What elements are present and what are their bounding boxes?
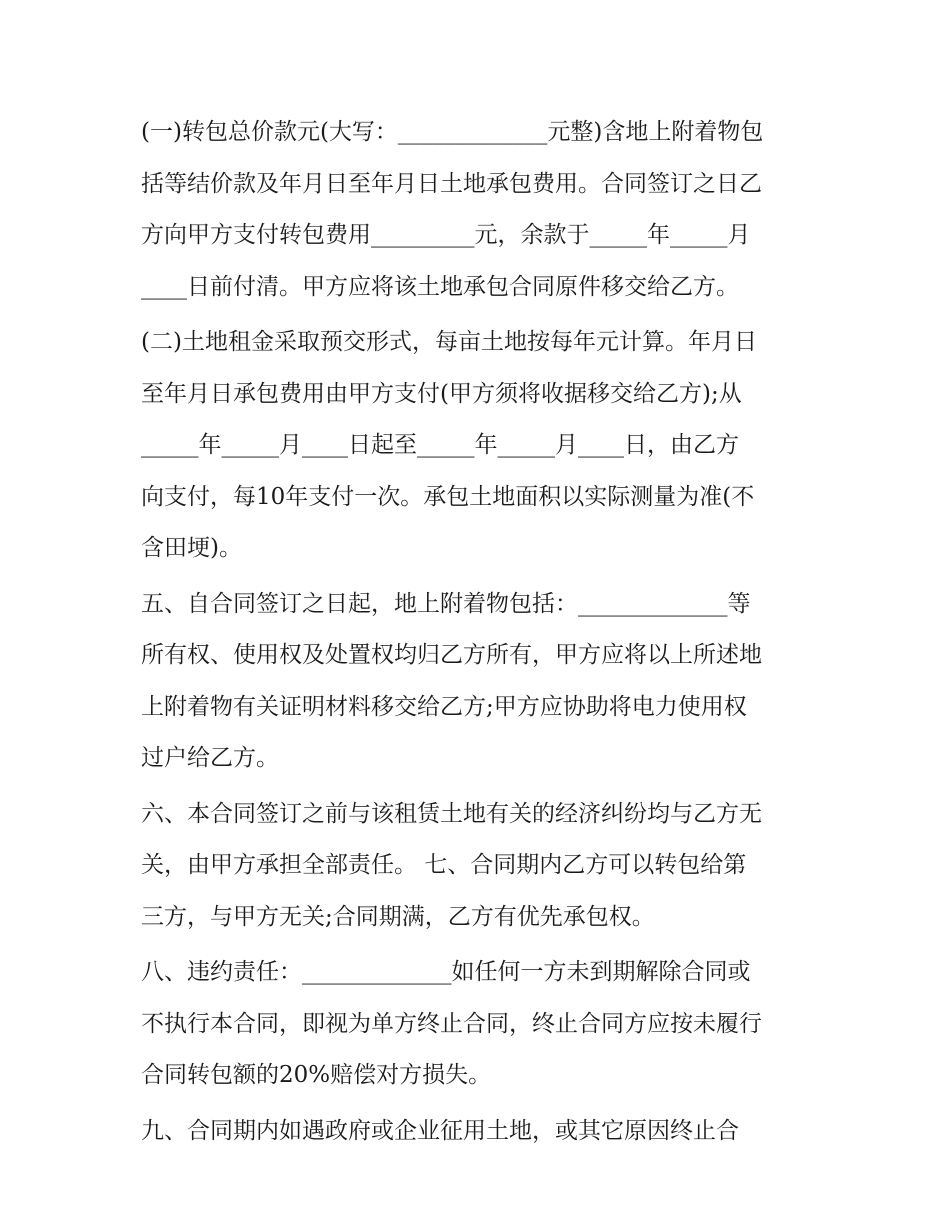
clause-five-attachments (141, 579, 821, 785)
clause-payment-total (141, 107, 821, 313)
text-line: ____日前付清。甲方应将该土地承包合同原件移交给乙方。 (141, 273, 739, 300)
text-line: 上附着物有关证明材料移交给乙方;甲方应协助将电力使用权 (141, 693, 747, 720)
text-line: 三方，与甲方无关;合同期满，乙方有优先承包权。 (141, 903, 655, 930)
text-line: 方向甲方支付转包费用_________元，余款于_____年_____月 (141, 222, 751, 248)
text-line: 含田埂)。 (141, 535, 242, 561)
text-line: (一)转包总价款元(大写：_____________元整)含地上附着物包 (141, 119, 764, 145)
clause-nine-expropriation (141, 1106, 821, 1158)
text-line: (二)土地租金采取预交形式，每亩土地按每年元计算。年月日 (141, 329, 757, 355)
text-line: 五、自合同签订之日起，地上附着物包括：_____________等 (141, 590, 751, 617)
text-line: 九、合同期内如遇政府或企业征用土地，或其它原因终止合 (141, 1117, 739, 1144)
text-line: 至年月日承包费用由甲方支付(甲方须将收据移交给乙方);从 (141, 380, 742, 407)
clause-six-seven-disputes (141, 789, 821, 944)
text-line: 不执行本合同，即视为单方终止合同，终止合同方应按未履行 (141, 1010, 762, 1037)
text-line: 向支付，每10年支付一次。承包土地面积以实际测量为准(不 (141, 483, 755, 510)
contract-body (141, 107, 821, 1161)
text-line: 八、违约责任：_____________如任何一方未到期解除合同或 (141, 959, 751, 985)
text-line: 括等结价款及年月日至年月日土地承包费用。合同签订之日乙 (141, 170, 762, 197)
clause-eight-liability (141, 947, 821, 1102)
text-line: 六、本合同签订之前与该租赁土地有关的经济纠纷均与乙方无 (141, 800, 762, 827)
clause-land-rent (141, 317, 821, 575)
text-line: 所有权、使用权及处置权均归乙方所有，甲方应将以上所述地 (141, 642, 762, 668)
text-line: 合同转包额的20%赔偿对方损失。 (141, 1062, 492, 1088)
text-line: 过户给乙方。 (141, 745, 279, 771)
text-line: 关，由甲方承担全部责任。 七、合同期内乙方可以转包给第 (141, 852, 747, 878)
text-line: _____年_____月____日起至_____年_____月____日，由乙方 (141, 432, 739, 458)
